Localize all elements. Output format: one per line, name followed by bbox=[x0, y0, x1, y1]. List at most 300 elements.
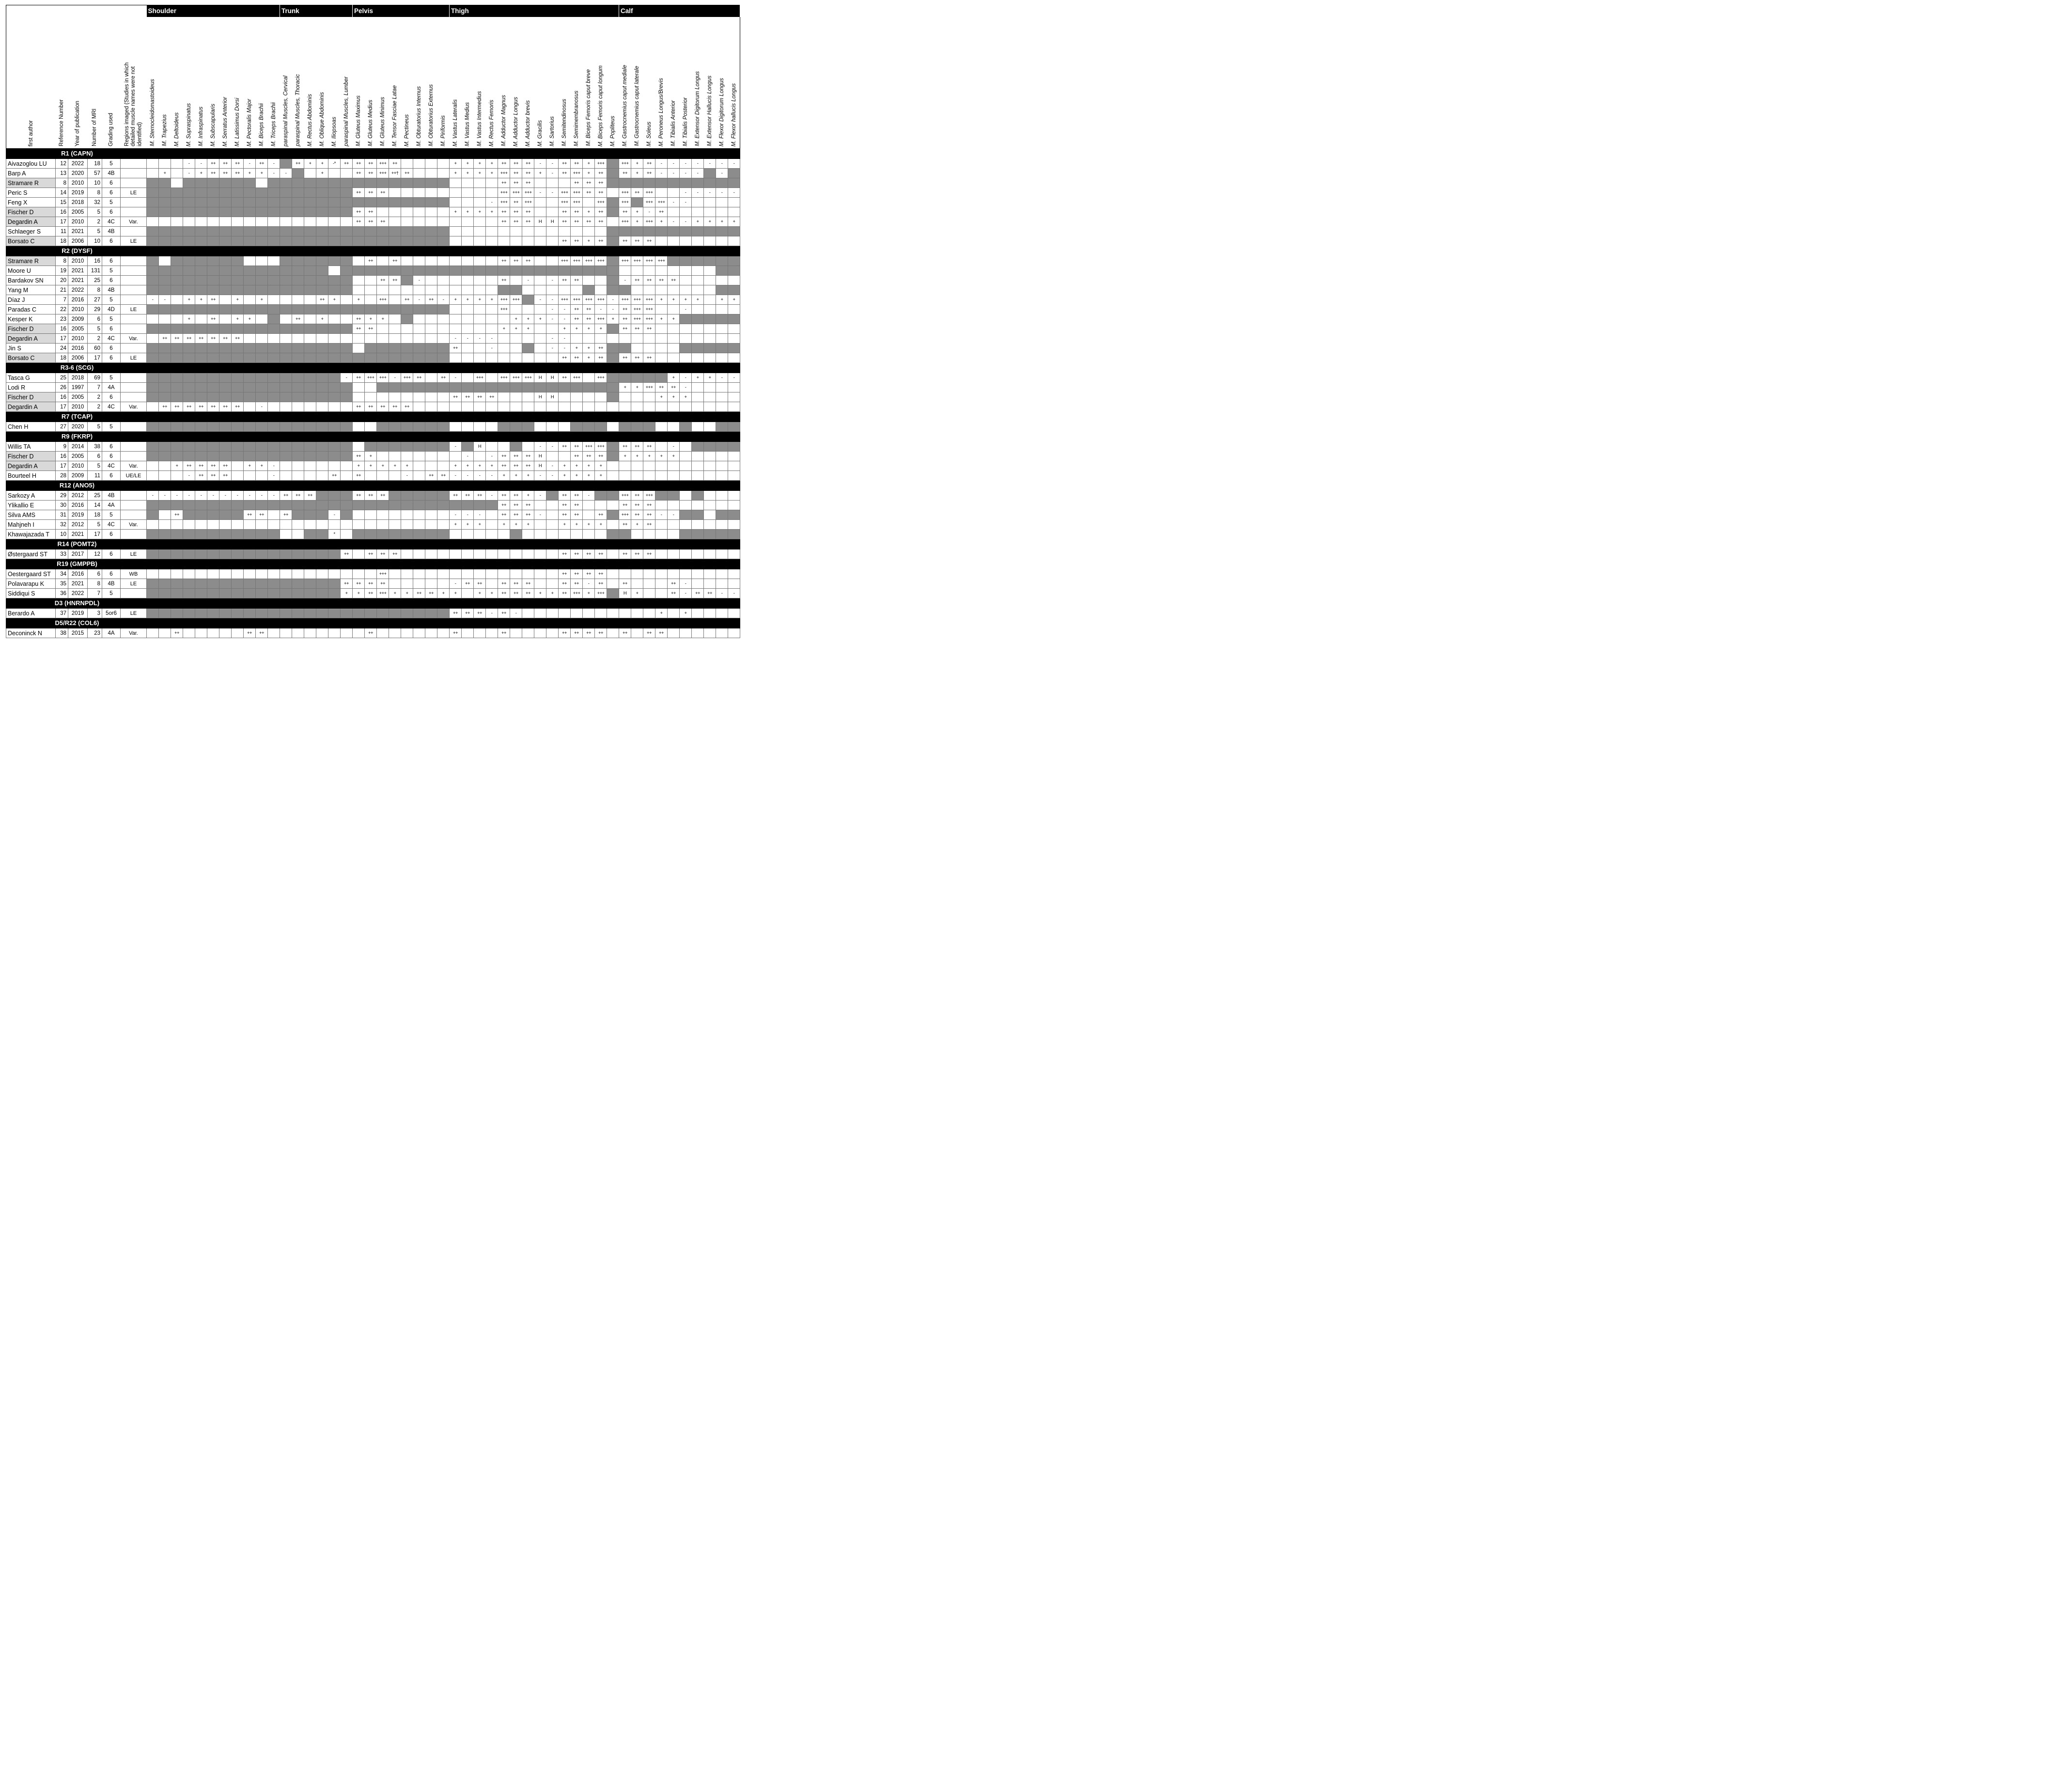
muscle-grade-cell: ++ bbox=[522, 159, 534, 169]
muscle-grade-cell: ++ bbox=[619, 324, 631, 334]
muscle-not-imaged-cell bbox=[619, 422, 631, 432]
muscle-not-imaged-cell bbox=[341, 227, 353, 236]
muscle-grade-cell: ++ bbox=[353, 402, 365, 412]
muscle-grade-cell: ++ bbox=[619, 353, 631, 363]
muscle-grade-cell bbox=[583, 501, 595, 510]
muscle-name-label: M. Adductor Longus bbox=[513, 96, 519, 146]
muscle-grade-cell bbox=[474, 628, 486, 638]
muscle-column-header bbox=[292, 17, 304, 149]
muscle-grade-cell: +++ bbox=[595, 314, 607, 324]
muscle-not-imaged-cell bbox=[244, 266, 256, 276]
muscle-grade-cell bbox=[728, 520, 740, 530]
muscle-not-imaged-cell bbox=[316, 422, 328, 432]
study-row bbox=[6, 276, 740, 285]
muscle-grade-cell bbox=[680, 452, 692, 461]
muscle-grade-cell bbox=[595, 392, 607, 402]
muscle-not-imaged-cell bbox=[607, 383, 619, 392]
reference-number-cell: 22 bbox=[56, 305, 68, 314]
muscle-grade-cell: + bbox=[510, 520, 522, 530]
muscle-not-imaged-cell bbox=[195, 207, 207, 217]
muscle-not-imaged-cell bbox=[365, 501, 377, 510]
muscle-grade-cell: ++ bbox=[559, 579, 571, 589]
muscle-column-header bbox=[232, 17, 244, 149]
muscle-grade-cell: ++ bbox=[583, 549, 595, 559]
muscle-grade-cell bbox=[668, 324, 680, 334]
muscle-grade-cell bbox=[280, 295, 292, 305]
muscle-grade-cell: ++ bbox=[219, 461, 232, 471]
muscle-grade-cell bbox=[486, 628, 498, 638]
muscle-not-imaged-cell bbox=[341, 324, 353, 334]
muscle-not-imaged-cell bbox=[607, 159, 619, 169]
muscle-grade-cell bbox=[425, 188, 437, 198]
muscle-not-imaged-cell bbox=[304, 549, 316, 559]
regions-imaged-cell bbox=[121, 392, 147, 402]
muscle-grade-cell: - bbox=[510, 609, 522, 618]
muscle-grade-cell: ++ bbox=[207, 461, 219, 471]
muscle-grade-cell: + bbox=[631, 217, 643, 227]
muscle-grade-cell bbox=[268, 628, 280, 638]
muscle-not-imaged-cell bbox=[389, 227, 401, 236]
muscle-not-imaged-cell bbox=[219, 422, 232, 432]
muscle-grade-cell: - bbox=[522, 276, 534, 285]
muscle-grade-cell: + bbox=[668, 452, 680, 461]
year-cell: 2020 bbox=[68, 169, 88, 178]
muscle-column-header bbox=[619, 17, 631, 149]
muscle-not-imaged-cell bbox=[316, 285, 328, 295]
muscle-grade-cell: ++ bbox=[522, 207, 534, 217]
muscle-not-imaged-cell bbox=[716, 314, 728, 324]
muscle-grade-cell: ++ bbox=[498, 256, 510, 266]
muscle-grade-cell bbox=[643, 344, 655, 353]
muscle-grade-cell bbox=[668, 344, 680, 353]
muscle-column-header bbox=[716, 17, 728, 149]
study-column-header bbox=[88, 17, 102, 149]
muscle-not-imaged-cell bbox=[195, 353, 207, 363]
muscle-grade-cell bbox=[680, 276, 692, 285]
muscle-grade-cell bbox=[546, 236, 559, 246]
muscle-not-imaged-cell bbox=[147, 422, 159, 432]
muscle-grade-cell: ++ bbox=[583, 314, 595, 324]
mri-count-cell: 5 bbox=[88, 227, 102, 236]
muscle-grade-cell: +++ bbox=[595, 589, 607, 598]
muscle-grade-cell: +++ bbox=[631, 256, 643, 266]
muscle-grade-cell: +++ bbox=[498, 198, 510, 207]
muscle-not-imaged-cell bbox=[377, 530, 389, 539]
muscle-grade-cell bbox=[304, 314, 316, 324]
muscle-grade-cell: ++ bbox=[207, 295, 219, 305]
muscle-not-imaged-cell bbox=[437, 491, 450, 501]
muscle-not-imaged-cell bbox=[219, 266, 232, 276]
muscle-not-imaged-cell bbox=[401, 236, 413, 246]
muscle-grade-cell bbox=[522, 236, 534, 246]
muscle-not-imaged-cell bbox=[692, 256, 704, 266]
muscle-grade-cell bbox=[425, 169, 437, 178]
muscle-grade-cell: ++ bbox=[195, 402, 207, 412]
muscle-grade-cell: - bbox=[486, 198, 498, 207]
muscle-grade-cell bbox=[655, 569, 668, 579]
muscle-not-imaged-cell bbox=[147, 442, 159, 452]
muscle-grade-cell: - bbox=[268, 471, 280, 481]
muscle-not-imaged-cell bbox=[437, 353, 450, 363]
muscle-grade-cell: + bbox=[583, 589, 595, 598]
muscle-not-imaged-cell bbox=[280, 501, 292, 510]
muscle-not-imaged-cell bbox=[159, 276, 171, 285]
muscle-grade-cell bbox=[450, 314, 462, 324]
muscle-not-imaged-cell bbox=[631, 178, 643, 188]
year-cell: 2021 bbox=[68, 530, 88, 539]
muscle-grade-cell bbox=[401, 256, 413, 266]
muscle-not-imaged-cell bbox=[256, 305, 268, 314]
muscle-grade-cell bbox=[244, 334, 256, 344]
muscle-grade-cell bbox=[680, 471, 692, 481]
muscle-grade-cell bbox=[668, 471, 680, 481]
muscle-not-imaged-cell bbox=[207, 383, 219, 392]
author-cell: Stramare R bbox=[6, 256, 56, 266]
year-cell: 2018 bbox=[68, 198, 88, 207]
muscle-not-imaged-cell bbox=[268, 442, 280, 452]
muscle-grade-cell bbox=[583, 227, 595, 236]
muscle-grade-cell bbox=[704, 402, 716, 412]
muscle-not-imaged-cell bbox=[219, 579, 232, 589]
muscle-grade-cell bbox=[450, 549, 462, 559]
muscle-grade-cell: ++ bbox=[619, 579, 631, 589]
muscle-grade-cell bbox=[716, 579, 728, 589]
muscle-name-label: M. Adductor Magnus bbox=[500, 95, 507, 146]
muscle-grade-cell bbox=[668, 422, 680, 432]
muscle-not-imaged-cell bbox=[437, 442, 450, 452]
muscle-not-imaged-cell bbox=[437, 383, 450, 392]
gene-section-label: D3 (HNRNPDL) bbox=[54, 599, 100, 607]
muscle-column-header bbox=[450, 17, 462, 149]
muscle-not-imaged-cell bbox=[171, 501, 183, 510]
year-cell: 2021 bbox=[68, 579, 88, 589]
muscle-grade-cell bbox=[522, 442, 534, 452]
muscle-grade-cell bbox=[304, 569, 316, 579]
muscle-not-imaged-cell bbox=[171, 609, 183, 618]
muscle-grade-cell bbox=[655, 188, 668, 198]
muscle-grade-cell bbox=[704, 609, 716, 618]
muscle-grade-cell bbox=[437, 169, 450, 178]
muscle-not-imaged-cell bbox=[680, 344, 692, 353]
muscle-grade-cell bbox=[643, 530, 655, 539]
muscle-not-imaged-cell bbox=[316, 383, 328, 392]
muscle-grade-cell: ++ bbox=[365, 159, 377, 169]
regions-imaged-cell bbox=[121, 198, 147, 207]
muscle-grade-cell: + bbox=[462, 295, 474, 305]
muscle-grade-cell bbox=[680, 628, 692, 638]
muscle-grade-cell: + bbox=[631, 207, 643, 217]
year-cell: 2015 bbox=[68, 628, 88, 638]
muscle-grade-cell bbox=[486, 510, 498, 520]
regions-imaged-cell bbox=[121, 442, 147, 452]
muscle-not-imaged-cell bbox=[183, 373, 195, 383]
muscle-grade-cell: + bbox=[462, 159, 474, 169]
year-cell: 2009 bbox=[68, 314, 88, 324]
muscle-grade-cell bbox=[207, 628, 219, 638]
year-cell: 2019 bbox=[68, 609, 88, 618]
muscle-grade-cell bbox=[159, 569, 171, 579]
muscle-grade-cell bbox=[244, 520, 256, 530]
muscle-not-imaged-cell bbox=[365, 198, 377, 207]
muscle-grade-cell bbox=[619, 471, 631, 481]
muscle-grade-cell: ++ bbox=[377, 217, 389, 227]
muscle-not-imaged-cell bbox=[292, 442, 304, 452]
muscle-column-header bbox=[631, 17, 643, 149]
muscle-grade-cell bbox=[522, 569, 534, 579]
muscle-not-imaged-cell bbox=[232, 285, 244, 295]
muscle-not-imaged-cell bbox=[159, 373, 171, 383]
muscle-not-imaged-cell bbox=[728, 442, 740, 452]
muscle-grade-cell: - bbox=[728, 159, 740, 169]
muscle-grade-cell: ++ bbox=[559, 442, 571, 452]
muscle-not-imaged-cell bbox=[195, 285, 207, 295]
muscle-grade-cell: ++ bbox=[365, 402, 377, 412]
muscle-grade-cell: + bbox=[655, 314, 668, 324]
muscle-grade-cell: - bbox=[268, 169, 280, 178]
muscle-not-imaged-cell bbox=[341, 188, 353, 198]
reference-number-cell: 26 bbox=[56, 383, 68, 392]
muscle-grade-cell: + bbox=[680, 392, 692, 402]
muscle-not-imaged-cell bbox=[704, 169, 716, 178]
gene-section-row bbox=[6, 539, 740, 549]
muscle-grade-cell bbox=[728, 402, 740, 412]
muscle-not-imaged-cell bbox=[207, 353, 219, 363]
muscle-not-imaged-cell bbox=[159, 383, 171, 392]
muscle-not-imaged-cell bbox=[316, 207, 328, 217]
muscle-grade-cell bbox=[692, 471, 704, 481]
muscle-not-imaged-cell bbox=[304, 227, 316, 236]
muscle-not-imaged-cell bbox=[413, 344, 425, 353]
muscle-grade-cell: + bbox=[619, 452, 631, 461]
muscle-grade-cell bbox=[728, 324, 740, 334]
muscle-grade-cell bbox=[474, 178, 486, 188]
muscle-not-imaged-cell bbox=[341, 442, 353, 452]
muscle-grade-cell: ++ bbox=[643, 159, 655, 169]
muscle-grade-cell bbox=[534, 569, 546, 579]
muscle-grade-cell bbox=[365, 520, 377, 530]
year-cell: 2005 bbox=[68, 392, 88, 402]
muscle-grade-cell bbox=[595, 501, 607, 510]
muscle-not-imaged-cell bbox=[280, 353, 292, 363]
muscle-grade-cell: +++ bbox=[498, 169, 510, 178]
muscle-grade-cell bbox=[692, 353, 704, 363]
muscle-not-imaged-cell bbox=[304, 178, 316, 188]
year-cell: 2010 bbox=[68, 334, 88, 344]
muscle-grade-cell bbox=[437, 579, 450, 589]
muscle-not-imaged-cell bbox=[607, 589, 619, 598]
muscle-not-imaged-cell bbox=[292, 266, 304, 276]
gene-section-label: R9 (FKRP) bbox=[61, 433, 93, 440]
gene-section-label: R1 (CAPN) bbox=[61, 150, 93, 157]
grading-cell: 6 bbox=[102, 471, 121, 481]
muscle-grade-cell bbox=[643, 579, 655, 589]
muscle-not-imaged-cell bbox=[486, 266, 498, 276]
muscle-not-imaged-cell bbox=[232, 510, 244, 520]
muscle-not-imaged-cell bbox=[510, 442, 522, 452]
muscle-not-imaged-cell bbox=[413, 353, 425, 363]
muscle-not-imaged-cell bbox=[316, 549, 328, 559]
muscle-not-imaged-cell bbox=[401, 276, 413, 285]
muscle-grade-cell: ++ bbox=[171, 334, 183, 344]
gene-section-row bbox=[6, 432, 740, 442]
muscle-not-imaged-cell bbox=[389, 442, 401, 452]
muscle-grade-cell bbox=[655, 461, 668, 471]
muscle-not-imaged-cell bbox=[328, 178, 341, 188]
muscle-grade-cell bbox=[510, 276, 522, 285]
muscle-grade-cell bbox=[389, 295, 401, 305]
muscle-grade-cell bbox=[377, 334, 389, 344]
year-cell: 2012 bbox=[68, 520, 88, 530]
muscle-grade-cell bbox=[437, 402, 450, 412]
muscle-grade-cell bbox=[341, 569, 353, 579]
muscle-name-label: M. Rectus Abdominis bbox=[307, 94, 313, 146]
author-cell: Willis TA bbox=[6, 442, 56, 452]
muscle-not-imaged-cell bbox=[207, 207, 219, 217]
muscle-grade-cell bbox=[559, 227, 571, 236]
muscle-grade-cell bbox=[389, 471, 401, 481]
gene-section-cell bbox=[6, 149, 740, 159]
muscle-grade-cell bbox=[171, 295, 183, 305]
muscle-grade-cell bbox=[546, 422, 559, 432]
muscle-not-imaged-cell bbox=[171, 344, 183, 353]
muscle-not-imaged-cell bbox=[292, 579, 304, 589]
muscle-not-imaged-cell bbox=[462, 442, 474, 452]
muscle-not-imaged-cell bbox=[232, 353, 244, 363]
muscle-grade-cell bbox=[474, 549, 486, 559]
muscle-grade-cell bbox=[692, 324, 704, 334]
regions-imaged-cell bbox=[121, 530, 147, 539]
muscle-grade-cell: + bbox=[583, 520, 595, 530]
muscle-grade-cell: ++ bbox=[365, 589, 377, 598]
muscle-grade-cell: - bbox=[655, 159, 668, 169]
muscle-grade-cell bbox=[668, 266, 680, 276]
muscle-grade-cell bbox=[607, 188, 619, 198]
mri-count-cell: 60 bbox=[88, 344, 102, 353]
muscle-grade-cell: ++ bbox=[522, 461, 534, 471]
muscle-grade-cell: ++ bbox=[450, 609, 462, 618]
muscle-grade-cell: ++ bbox=[498, 178, 510, 188]
muscle-grade-cell bbox=[304, 461, 316, 471]
muscle-grade-cell: + bbox=[534, 314, 546, 324]
muscle-grade-cell bbox=[716, 305, 728, 314]
muscle-not-imaged-cell bbox=[304, 305, 316, 314]
muscle-grade-cell bbox=[692, 461, 704, 471]
muscle-grade-cell: ++ bbox=[353, 159, 365, 169]
muscle-grade-cell bbox=[304, 628, 316, 638]
muscle-grade-cell: + bbox=[195, 169, 207, 178]
muscle-not-imaged-cell bbox=[328, 589, 341, 598]
muscle-grade-cell bbox=[619, 569, 631, 579]
muscle-grade-cell: ++ bbox=[583, 217, 595, 227]
muscle-grade-cell: ++ bbox=[522, 256, 534, 266]
muscle-grade-cell: ++ bbox=[341, 549, 353, 559]
muscle-grade-cell bbox=[353, 510, 365, 520]
muscle-not-imaged-cell bbox=[328, 549, 341, 559]
reference-number-cell: 30 bbox=[56, 501, 68, 510]
muscle-grade-cell: + bbox=[655, 609, 668, 618]
muscle-grade-cell: +++ bbox=[474, 373, 486, 383]
regions-imaged-cell bbox=[121, 314, 147, 324]
muscle-not-imaged-cell bbox=[292, 169, 304, 178]
muscle-grade-cell bbox=[704, 579, 716, 589]
muscle-grade-cell bbox=[704, 501, 716, 510]
muscle-grade-cell: + bbox=[159, 169, 171, 178]
muscle-grade-cell bbox=[692, 579, 704, 589]
muscle-not-imaged-cell bbox=[450, 383, 462, 392]
muscle-grade-cell: - bbox=[546, 461, 559, 471]
muscle-grade-cell bbox=[316, 461, 328, 471]
muscle-not-imaged-cell bbox=[716, 285, 728, 295]
regions-imaged-cell bbox=[121, 510, 147, 520]
muscle-not-imaged-cell bbox=[159, 207, 171, 217]
muscle-grade-cell: - bbox=[668, 510, 680, 520]
muscle-not-imaged-cell bbox=[232, 609, 244, 618]
muscle-grade-cell bbox=[341, 169, 353, 178]
mri-count-cell: 18 bbox=[88, 159, 102, 169]
muscle-column-header bbox=[534, 17, 546, 149]
muscle-grade-cell bbox=[147, 169, 159, 178]
muscle-grade-cell bbox=[256, 256, 268, 266]
muscle-grade-cell bbox=[159, 314, 171, 324]
muscle-grade-cell bbox=[546, 501, 559, 510]
gene-section-row bbox=[6, 246, 740, 256]
muscle-grade-cell bbox=[655, 266, 668, 276]
muscle-grade-cell bbox=[171, 159, 183, 169]
muscle-grade-cell bbox=[159, 510, 171, 520]
grading-cell: 4C bbox=[102, 402, 121, 412]
muscle-not-imaged-cell bbox=[171, 530, 183, 539]
muscle-grade-cell: - bbox=[183, 471, 195, 481]
muscle-grade-cell: - bbox=[680, 579, 692, 589]
muscle-grade-cell bbox=[522, 402, 534, 412]
muscle-grade-cell: - bbox=[680, 217, 692, 227]
muscle-not-imaged-cell bbox=[244, 501, 256, 510]
muscle-grade-cell bbox=[389, 334, 401, 344]
muscle-grade-cell: ++ bbox=[571, 178, 583, 188]
muscle-not-imaged-cell bbox=[159, 188, 171, 198]
muscle-grade-cell bbox=[704, 266, 716, 276]
gene-section-label: R12 (ANO5) bbox=[59, 482, 95, 489]
muscle-column-header bbox=[680, 17, 692, 149]
muscle-not-imaged-cell bbox=[171, 188, 183, 198]
muscle-grade-cell: ++ bbox=[583, 188, 595, 198]
muscle-not-imaged-cell bbox=[183, 256, 195, 266]
muscle-grade-cell: ++ bbox=[244, 510, 256, 520]
muscle-not-imaged-cell bbox=[219, 305, 232, 314]
muscle-grade-cell: + bbox=[571, 324, 583, 334]
muscle-name-label: M. Tibialis Anterior bbox=[670, 100, 676, 146]
muscle-grade-cell bbox=[510, 353, 522, 363]
muscle-grade-cell bbox=[450, 188, 462, 198]
muscle-grade-cell bbox=[546, 609, 559, 618]
muscle-grade-cell bbox=[692, 266, 704, 276]
year-cell: 2016 bbox=[68, 569, 88, 579]
muscle-not-imaged-cell bbox=[280, 589, 292, 598]
muscle-grade-cell: + bbox=[353, 589, 365, 598]
muscle-grade-cell bbox=[377, 392, 389, 402]
muscle-grade-cell bbox=[522, 285, 534, 295]
muscle-not-imaged-cell bbox=[171, 276, 183, 285]
muscle-grade-cell bbox=[631, 579, 643, 589]
muscle-not-imaged-cell bbox=[316, 344, 328, 353]
muscle-not-imaged-cell bbox=[244, 452, 256, 461]
muscle-grade-cell: - bbox=[207, 491, 219, 501]
muscle-grade-cell bbox=[219, 569, 232, 579]
muscle-not-imaged-cell bbox=[292, 305, 304, 314]
muscle-grade-cell: ++ bbox=[619, 207, 631, 217]
muscle-grade-cell bbox=[425, 452, 437, 461]
muscle-not-imaged-cell bbox=[268, 353, 280, 363]
